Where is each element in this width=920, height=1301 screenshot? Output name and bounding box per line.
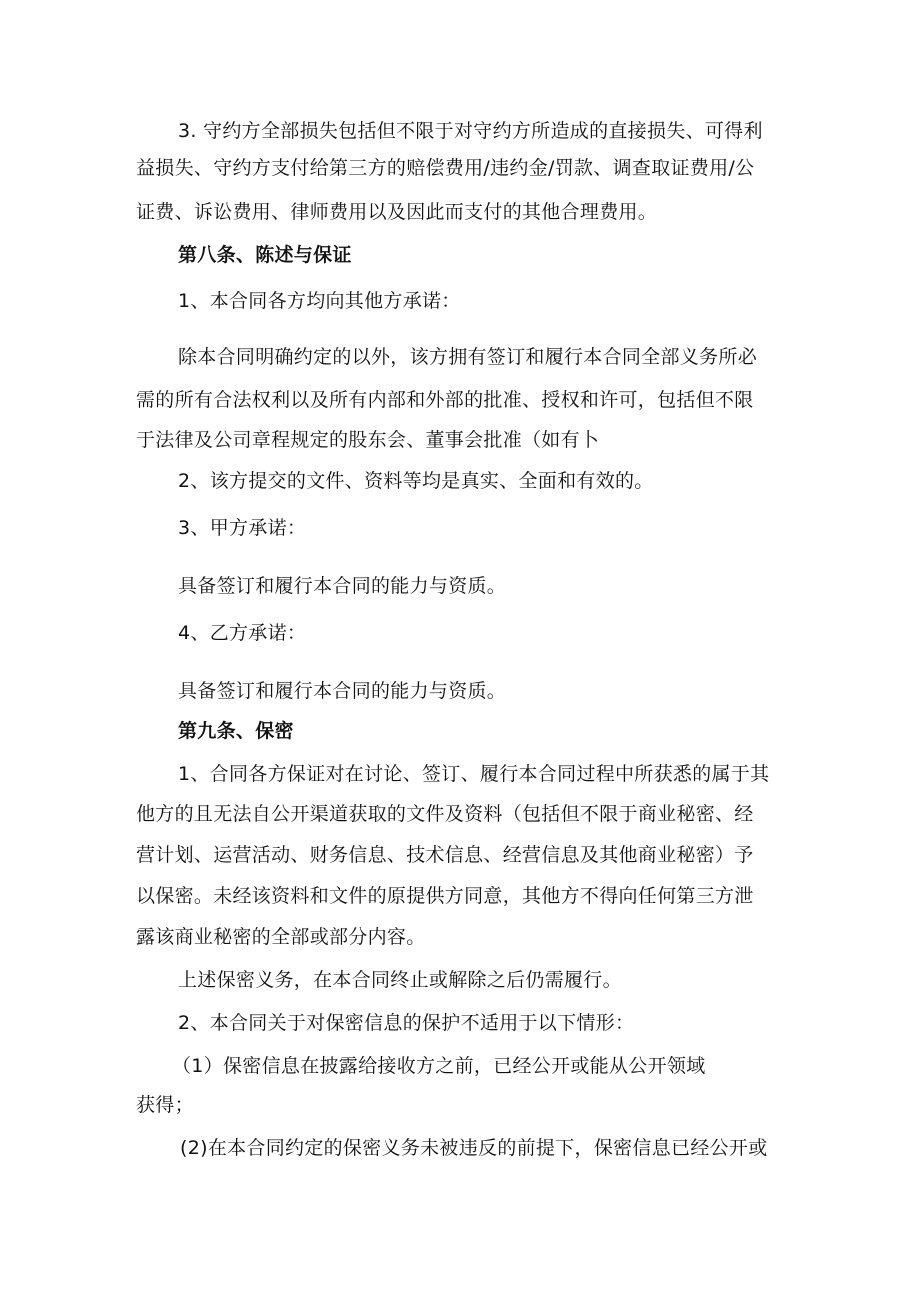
article-9-heading: 第九条、保密	[178, 720, 294, 742]
article-9-item-1-line-2: 他方的且无法自公开渠道获取的文件及资料（包括但不限于商业秘密、经	[136, 803, 754, 825]
clause-7-item-3-line-1: 3. 守约方全部损失包括但不限于对守约方所造成的直接损失、可得利	[178, 120, 763, 142]
clause-7-item-3-line-3: 证费、诉讼费用、律师费用以及因此而支付的其他合理费用。	[136, 201, 658, 223]
article-8-item-3-text: 具备签订和履行本合同的能力与资质。	[178, 575, 507, 597]
article-8-item-4: 4、乙方承诺：	[178, 622, 307, 644]
article-8-paragraph-line-3: 于法律及公司章程规定的股东会、董事会批准（如有卜	[136, 429, 600, 451]
article-9-case-2-line-1: (2)在本合同约定的保密义务未被违反的前提下，保密信息已经公开或	[180, 1137, 768, 1159]
article-8-item-3: 3、甲方承诺：	[178, 517, 307, 539]
article-8-item-1: 1、本合同各方均向其他方承诺：	[178, 290, 461, 312]
article-8-paragraph-line-2: 需的所有合法权利以及所有内部和外部的批准、授权和许可，包括但不限	[136, 389, 754, 411]
clause-7-item-3-line-2: 益损失、守约方支付给第三方的赔偿费用/违约金/罚款、调查取证费用/公	[136, 157, 755, 179]
article-8-heading: 第八条、陈述与保证	[178, 244, 352, 266]
article-9-item-1-line-4: 以保密。未经该资料和文件的原提供方同意，其他方不得向任何第三方泄	[136, 885, 754, 907]
article-8-item-4-text: 具备签订和履行本合同的能力与资质。	[178, 680, 507, 702]
article-9-case-1-line-2: 获得；	[136, 1094, 194, 1116]
article-9-item-1-line-1: 1、合同各方保证对在讨论、签订、履行本合同过程中所获悉的属于其	[178, 763, 770, 785]
article-9-item-1-line-5: 露该商业秘密的全部或部分内容。	[136, 926, 426, 948]
article-9-item-1-line-3: 营计划、运营活动、财务信息、技术信息、经营信息及其他商业秘密）予	[136, 844, 754, 866]
article-9-case-1-line-1: （1）保密信息在披露给接收方之前，已经公开或能从公开领域	[172, 1055, 706, 1077]
article-9-item-2: 2、本合同关于对保密信息的保护不适用于以下情形：	[178, 1012, 635, 1034]
article-8-paragraph-line-1: 除本合同明确约定的以外，该方拥有签订和履行本合同全部义务所必	[178, 346, 758, 368]
article-9-obligation-note: 上述保密义务，在本合同终止或解除之后仍需履行。	[178, 969, 622, 991]
article-8-item-2: 2、该方提交的文件、资料等均是真实、全面和有效的。	[178, 470, 654, 492]
